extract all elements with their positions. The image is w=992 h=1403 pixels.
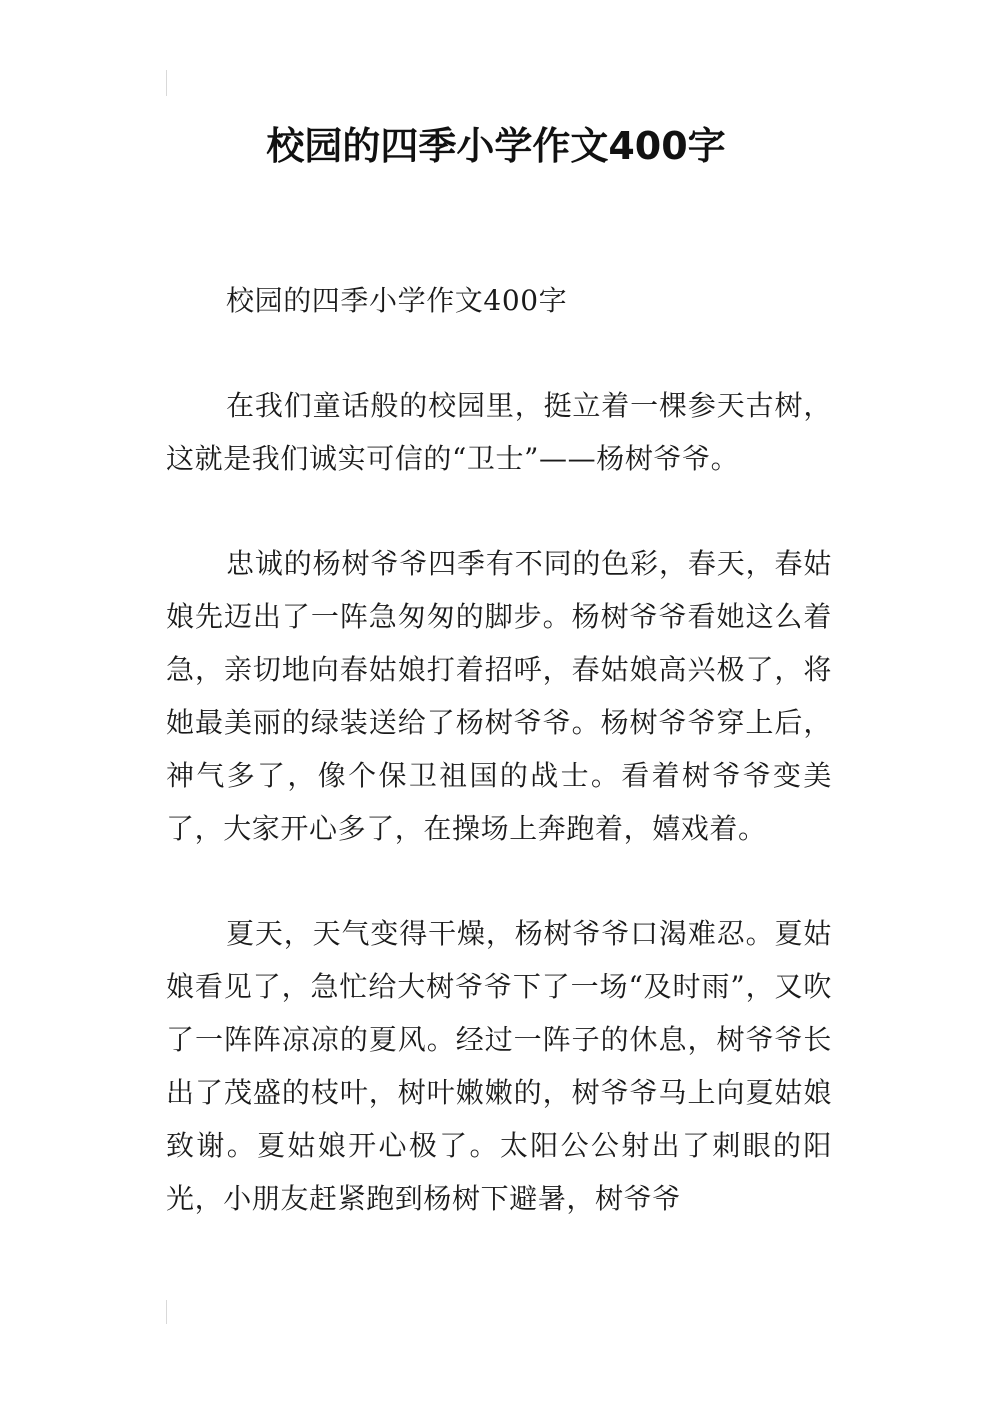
document-title: 校园的四季小学作文400字 <box>266 124 726 168</box>
page-corner-mark <box>166 1300 167 1324</box>
document-body <box>166 274 832 1277</box>
paragraph-spring: 忠诚的杨树爷爷四季有不同的色彩，春天，春姑娘先迈出了一阵急匆匆的脚步。杨树爷爷看她这么着急，亲切地向春姑娘打着招呼，春姑娘高兴极了，将她最美丽的绿装送给了杨树爷爷。杨树爷爷穿上后，神气多了，像个保卫祖国的战士。看着树爷爷变美了，大家开心多了，在操场上奔跑着，嬉戏着。 <box>166 547 832 845</box>
paragraph-subtitle: 校园的四季小学作文400字 <box>226 284 568 317</box>
page-corner-mark <box>166 70 167 96</box>
paragraph-summer: 夏天，天气变得干燥，杨树爷爷口渴难忍。夏姑娘看见了，急忙给大树爷爷下了一场“及时雨”，又吹了一阵阵凉凉的夏风。经过一阵子的休息，树爷爷长出了茂盛的枝叶，树叶嫩嫩的，树爷爷马上向夏姑娘致谢。夏姑娘开心极了。太阳公公射出了刺眼的阳光，小朋友赶紧跑到杨树下避暑，树爷爷 <box>166 917 832 1215</box>
paragraph-intro: 在我们童话般的校园里，挺立着一棵参天古树，这就是我们诚实可信的“卫士”——杨树爷爷。 <box>166 389 832 475</box>
